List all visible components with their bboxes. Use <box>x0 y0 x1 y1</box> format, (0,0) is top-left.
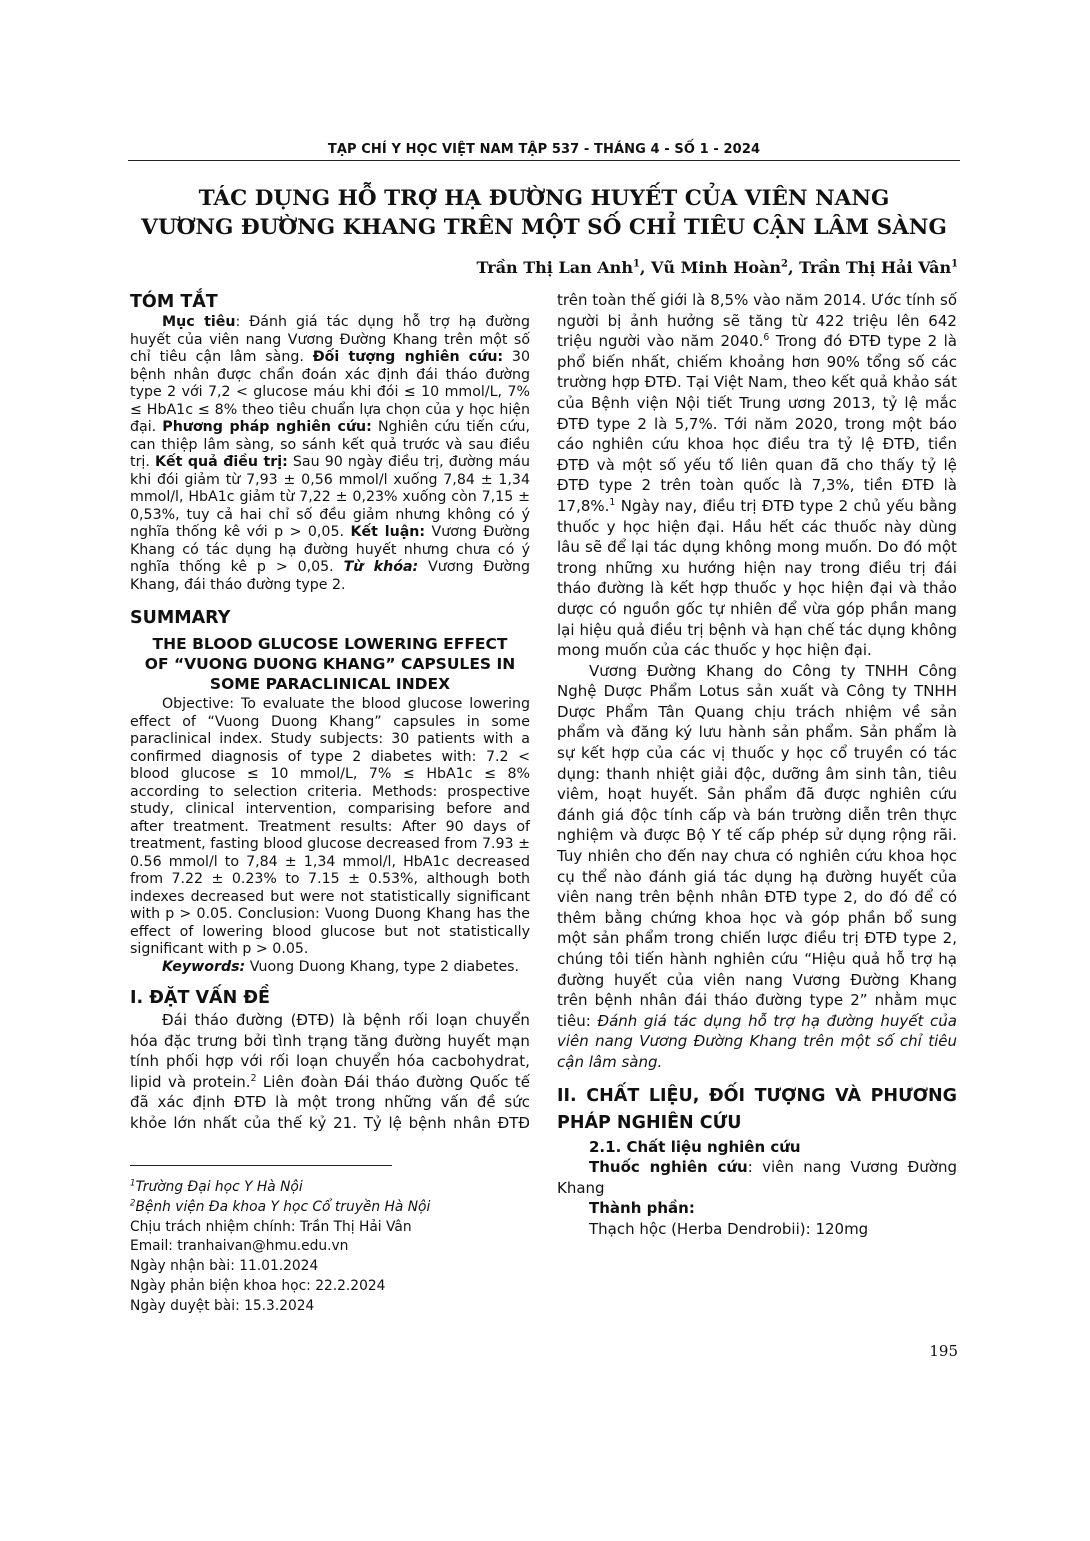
section-1-body-left <box>130 1010 530 1134</box>
left-column <box>130 290 530 1134</box>
author-separator: , <box>787 258 800 277</box>
ingredient-item: Thạch hộc (Herba Dendrobii): 120mg <box>589 1219 869 1238</box>
author-name: Trần Thị Hải Vân <box>799 258 952 277</box>
methods-text: Nghiên cứu tiến cứu, can thiệp lâm sàng, so sánh kết quả trước và sau điều trị. <box>130 419 530 470</box>
title-line-1: TÁC DỤNG HỖ TRỢ HẠ ĐƯỜNG HUYẾT CỦA VIÊN NANG <box>198 186 890 211</box>
summary-keywords-label: Keywords: <box>162 958 246 975</box>
citation: 1 <box>609 496 616 508</box>
abstract-english <box>130 696 530 976</box>
author-name: Vũ Minh Hoàn <box>651 258 782 277</box>
summary-body: Objective: To evaluate the blood glucose lowering effect of “Vuong Duong Khang” capsules in some paraclinical index. Study subjects: 30 patients with a confirmed diagnosis of type 2 diabetes with: 7.2 < blood glucose ≤ 10 mmol/L, 7% ≤ HbA1c ≤ 8% according to selection criteria. Methods: prospective study, clinical intervention, comparising before and after treatment. Treatment results: After 90 days of treatment, fasting blood glucose decreased from 7.93 ± 0.56 mmol/l to 7,84 ± 1,34 mmol/l, HbA1c decreased from 7.22 ± 0.23% to 7.15 ± 0.53%, although both indexes decreased but were not statistically significant with p > 0.05. Conclusion: Vuong Duong Khang has the effect of lowering blood glucose but not statistically significant with p > 0.05. <box>130 696 530 957</box>
subsection-2-1-heading: 2.1. Chất liệu nghiên cứu <box>589 1137 801 1156</box>
footnote-affiliation-2: $^2$Bệnh viện Đa khoa Y học Cổ truyền Hà Nội <box>130 1198 431 1215</box>
summary-keywords-text: Vuong Duong Khang, type 2 diabetes. <box>245 958 520 975</box>
citation: 2 <box>250 1072 257 1084</box>
section-1-heading: I. ĐẶT VẤN ĐỀ <box>130 988 270 1008</box>
keywords-text: Vương Đường Khang, đái tháo đường type 2. <box>130 559 531 593</box>
objective-label: Mục tiêu <box>162 314 236 330</box>
date-accepted: Ngày duyệt bài: 15.3.2024 <box>130 1297 315 1314</box>
date-reviewed: Ngày phản biện khoa học: 22.2.2024 <box>130 1277 386 1294</box>
abstract-paragraph <box>130 314 530 594</box>
page-number: 195 <box>929 1342 958 1360</box>
citation: 6 <box>763 332 770 344</box>
keywords-label: Từ khóa: <box>343 559 419 575</box>
footnotes <box>130 1165 530 1317</box>
footnote-affiliation-1: $^1$Trường Đại học Y Hà Nội <box>130 1178 303 1195</box>
subjects-label: Đối tượng nghiên cứu: <box>312 349 504 365</box>
title-line-2: VƯƠNG ĐƯỜNG KHANG TRÊN MỘT SỐ CHỈ TIÊU CẬN LÂM SÀNG <box>141 215 947 240</box>
drug-paragraph <box>557 1157 957 1198</box>
abstract-vietnamese <box>130 314 530 594</box>
summary-title <box>130 634 530 694</box>
summary-heading: SUMMARY <box>130 608 231 628</box>
corresponding-author: Chịu trách nhiệm chính: Trần Thị Hải Vân <box>130 1218 412 1235</box>
results-text: Sau 90 ngày điều trị, đường máu khi đói giảm từ 7,93 ± 0,56 mmol/l xuống 7,84 ± 1,34 mmol/l, HbA1c giảm từ 7,22 ± 0,23% xuống còn 7,15 ± 0,53%, tuy cả hai chỉ số đều giảm nhưng không có ý nghĩa thống kê với p > 0,05. <box>130 454 530 540</box>
date-received: Ngày nhận bài: 11.01.2024 <box>130 1258 319 1275</box>
section-1-paragraph-continued: trên toàn thế giới là 8,5% vào năm 2014. Ước tính số người bị ảnh hưởng sẽ tăng từ 422 triệu lên 642 triệu người vào năm 2040.$^6$ Trong đó ĐTĐ type 2 là phổ biến nhất, chiếm khoảng hơn 90% tổng số các trường hợp ĐTĐ. Tại Việt Nam, theo kết quả khảo sát của Bệnh viện Nội tiết Trung ương 2013, tỷ lệ mắc ĐTĐ type 2 là 5,7%. Tới năm 2020, trong một báo cáo nghiên cứu khoa học điều tra tỷ lệ ĐTĐ, tiền ĐTĐ và một số yếu tố liên quan đã cho thấy tỷ lệ ĐTĐ type 2 trên toàn quốc là 7,3%, tiền ĐTĐ là 17,8%.$^1$ Ngày nay, điều trị ĐTĐ type 2 chủ yếu bằng thuốc y học hiện đại. Hầu hết các thuốc này dùng lâu sẽ để lại tác dụng không mong muốn. Do đó một trong những xu hướng hiện nay trong điều trị đái tháo đường là kết hợp thuốc y học hiện đại và thảo dược có nguồn gốc tự nhiên để vừa góp phần mang lại hiệu quả điều trị bệnh và hạn chế tác dụng không mong muốn của các thuốc y học hiện đại. <box>557 291 958 660</box>
composition-heading: Thành phần: <box>589 1199 695 1218</box>
methods-label: Phương pháp nghiên cứu: <box>162 419 372 435</box>
abstract-heading: TÓM TẮT <box>130 292 218 312</box>
summary-title-line: OF “VUONG DUONG KHANG” CAPSULES IN <box>144 655 516 673</box>
section-1-paragraph-2 <box>557 661 957 1073</box>
author-list <box>477 258 958 277</box>
author-name: Trần Thị Lan Anh <box>476 258 633 277</box>
section-2-heading: II. CHẤT LIỆU, ĐỐI TƯỢNG VÀ PHƯƠNG PHÁP NGHIÊN CỨU <box>557 1085 957 1133</box>
paper-title <box>128 184 960 242</box>
paragraph-text: Vương Đường Khang do Công ty TNHH Công Nghệ Dược Phẩm Lotus sản xuất và Công ty TNHH Dược Phẩm Tân Quang chịu trách nhiệm về sản phẩm và đăng ký lưu hành sản phẩm. Sản phẩm là sự kết hợp của các vị thuốc y học cổ truyền có tác dụng: thanh nhiệt giải độc, dưỡng âm sinh tân, tiêu viêm, hoạt huyết. Sản phẩm đã được nghiên cứu đánh giá độc tính cấp và bán trường diễn trên thực nghiệm và được Bộ Y tế cấp phép sử dụng rộng rãi. Tuy nhiên cho đến nay chưa có nghiên cứu khoa học cụ thể nào đánh giá tác dụng hạ đường huyết của viên nang trên bệnh nhân ĐTĐ type 2, do đó để có thêm bằng chứng khoa học và góp phần bổ sung một sản phẩm trong chiến lược điều trị ĐTĐ type 2, chúng tôi tiến hành nghiên cứu “Hiệu quả hỗ trợ hạ đường huyết của viên nang Vương Đường Khang trên bệnh nhân đái tháo đường type 2” nhằm mục tiêu: <box>557 661 957 1030</box>
author-separator: , <box>639 258 651 277</box>
summary-keywords <box>130 959 530 977</box>
journal-header: TẠP CHÍ Y HỌC VIỆT NAM TẬP 537 - THÁNG 4 - SỐ 1 - 2024 <box>327 142 761 157</box>
subjects-text: 30 bệnh nhân được chẩn đoán xác định đái tháo đường type 2 với 7,2 < glucose máu khi đói ≤ 10 mmol/L, 7% ≤ HbA1c ≤ 8% theo tiêu chuẩn lựa chọn của y học hiện đại. <box>130 349 530 435</box>
section-2-body <box>557 1137 957 1240</box>
section-1-paragraph: Đái tháo đường (ĐTĐ) là bệnh rối loạn chuyển hóa đặc trưng bởi tình trạng tăng đường huyết mạn tính phối hợp với rối loạn chuyển hóa cacbohydrat, lipid và protein.$^2$ Liên đoàn Đái tháo đường Quốc tế đã xác định ĐTĐ là một trong những vấn đề sức khỏe lớn nhất của thế kỷ 21. Tỷ lệ bệnh nhân ĐTĐ <box>130 1011 531 1132</box>
conclusion-label: Kết luận: <box>350 524 426 540</box>
objective-text: : Đánh giá tác dụng hỗ trợ hạ đường huyết của viên nang Vương Đường Khang trên một số chỉ tiêu cận lâm sàng. <box>130 314 530 365</box>
section-1-body-right <box>557 290 957 1073</box>
drug-label: Thuốc nghiên cứu <box>589 1158 748 1177</box>
summary-title-line: SOME PARACLINICAL INDEX <box>209 675 451 693</box>
author-affiliation: 1 <box>951 258 958 270</box>
drug-text: : viên nang Vương Đường Khang <box>557 1158 957 1197</box>
affiliation-text: Trường Đại học Y Hà Nội <box>135 1179 303 1195</box>
author-affiliation: 2 <box>781 258 788 270</box>
header-rule <box>128 160 960 161</box>
email: Email: tranhaivan@hmu.edu.vn <box>130 1238 349 1255</box>
affiliation-text: Bệnh viện Đa khoa Y học Cổ truyền Hà Nội <box>135 1198 431 1215</box>
author-affiliation: 1 <box>632 258 640 270</box>
footnote-rule <box>130 1165 392 1166</box>
results-label: Kết quả điều trị: <box>154 454 288 470</box>
conclusion-text: Vương Đường Khang có tác dụng hạ đường huyết nhưng chưa có ý nghĩa thống kê p > 0,05. <box>130 524 530 575</box>
right-column <box>557 290 957 1240</box>
paragraph-italic-objective: Đánh giá tác dụng hỗ trợ hạ đường huyết của viên nang Vương Đường Khang trên một số chỉ tiêu cận lâm sàng. <box>557 1011 957 1071</box>
summary-title-line: THE BLOOD GLUCOSE LOWERING EFFECT <box>152 635 508 653</box>
